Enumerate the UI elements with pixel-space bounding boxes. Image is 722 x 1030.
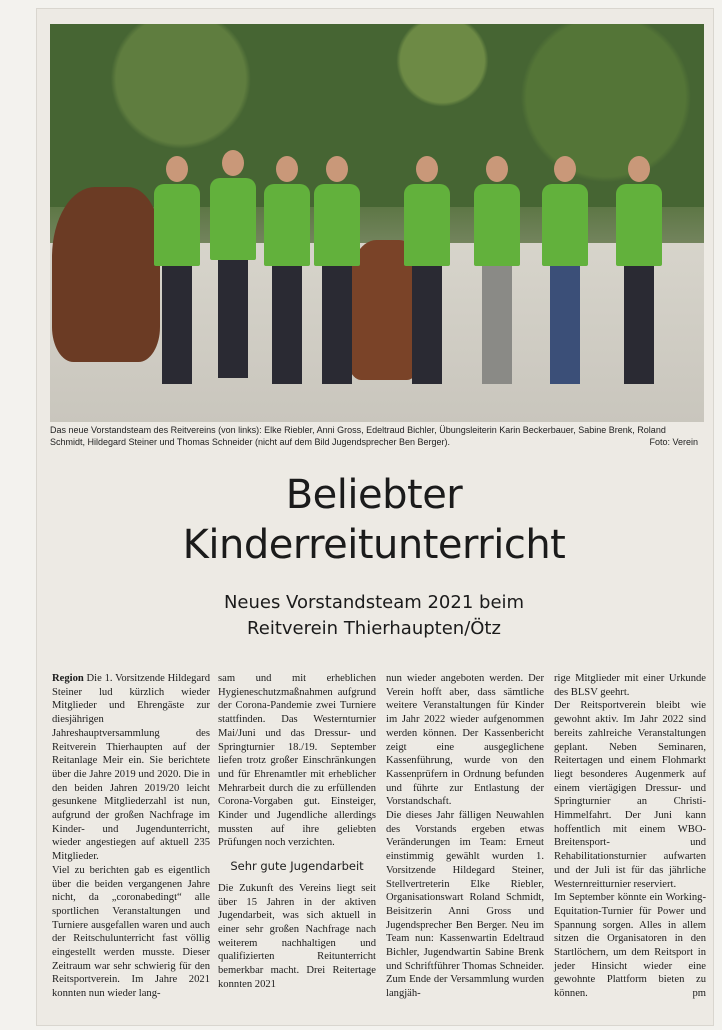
person-7 xyxy=(542,156,588,384)
team-photo xyxy=(50,24,704,422)
section-heading: Sehr gute Jugendarbeit xyxy=(230,859,364,874)
person-2 xyxy=(210,150,256,378)
headline-line-2: Kinderreitunterricht xyxy=(182,522,566,568)
paragraph: Die dieses Jahr fälligen Neuwahlen des Vorstands ergeben etwas Veränderungen im Team: Erneut einstimmig gewählt wurden 1. Vorsitzende Hildegard Steiner, Stellvertreterin Elke Riebler, Organisationswart Roland Schmidt, Beisitzerin Anni Gross und Jugendsprecher Ben Berger. Neu im Team nun: Kassenwartin Edeltraud Bichler, Jugendwartin Sabine Brenk und Schriftführer Thomas Schneider. Zum Ende der Versammlung wurden langjäh- xyxy=(386,810,544,1000)
caption-text: Das neue Vorstandsteam des Reitvereins (von links): Elke Riebler, Anni Gross, Edeltraud Bichler, Übungsleiterin Karin Beckerbauer, Sabine Brenk, Roland Schmidt, Hildegard Steiner und Thomas Schneider (nicht auf dem Bild Jugendsprecher Ben Berger). xyxy=(50,425,666,447)
hedge-background xyxy=(50,24,704,207)
person-4 xyxy=(314,156,360,384)
person-6 xyxy=(474,156,520,384)
author-initials: pm xyxy=(692,988,706,1000)
photo-caption xyxy=(50,424,702,448)
horse-left xyxy=(52,187,160,362)
paragraph: Der Reitsportverein bleibt wie gewohnt aktiv. Im Jahr 2022 sind bereits zahlreiche Veranstaltungen geplant. Neben Seminaren, Reitertagen und einem Flohmarkt liegt besonderes Augenmerk auf einem viertägigen Dressur- und Springturnier an Christi-Himmelfahrt. Der Juni kann hoffentlich mit einem WBO-Breitensport- und Rehabilitationsturnier aufwarten und der Juli ist für das jährliche Westernreitturnier reserviert. xyxy=(554,700,706,890)
article-column-1 xyxy=(52,672,210,1001)
photo-credit: Foto: Verein xyxy=(649,437,698,447)
headline xyxy=(40,470,708,570)
article-column-3 xyxy=(386,672,544,1001)
paragraph: Die Zukunft des Vereins liegt seit über 15 Jahren in der aktiven Jugendarbeit, was sich aktuell in einer sehr großen Nachfrage nach weiterem nachhaltigen und qualifizierten Reitunterricht bemerkbar macht. Drei Reitertage konnten 2021 xyxy=(218,882,376,990)
person-5 xyxy=(404,156,450,384)
paragraph: Viel zu berichten gab es eigentlich über die beiden vergangenen Jahre nicht, da „coronabedingt“ alle sportlichen Veranstaltungen und Turniere ausgefallen waren und auch der Reitschulunterricht fast völlig eingestellt werden musste. Dieser Zeitraum war sehr schwierig für den Reitsportverein. Im Jahre 2021 konnten nun wieder lang- xyxy=(52,864,210,1000)
paragraph: Region Die 1. Vorsitzende Hildegard Steiner lud kürzlich wieder Mitglieder und Ehrengäste zur diesjährigen Jahreshauptversammlung des Reitverein Thierhaupten auf der Reitanlage Meir ein. Sie berichtete über die Jahre 2019 und 2020. Die in den beiden Jahren 2019/20 leicht gesunkene Mitgliederzahl ist nun, aufgrund der großen Nachfrage im Kinder- und Jugendunterricht, wieder angestiegen auf aktuell 235 Mitglieder. xyxy=(52,673,210,863)
article-column-4 xyxy=(554,672,706,1001)
paragraph: rige Mitglieder mit einer Urkunde des BLSV geehrt. xyxy=(554,673,706,698)
subheadline xyxy=(40,590,708,642)
article-column-2 xyxy=(218,672,376,991)
subheadline-line-2: Reitverein Thierhaupten/Ötz xyxy=(247,618,501,639)
person-1 xyxy=(154,156,200,384)
paragraph: Im September könnte ein Working-Equitation-Turnier für Power und Spannung sorgen. Alles in allem sitzen die Organisatoren in den Startlöchern, um dem Reitsport in jeder Hinsicht wieder eine gewohnte Plattform bieten zu können. pm xyxy=(554,892,706,1000)
paragraph: sam und mit erheblichen Hygieneschutzmaßnahmen aufgrund der Corona-Pandemie zwei Turniere stattfinden. Das Westernturnier Mai/Juni und das Dressur- und Springturnier 18./19. September liefen trotz großer Einschränkungen und für Ehrenamtler mit erheblicher Mehrarbeit durch die zu erfüllenden Corona-Vorgaben gut. Einsteiger, Kinder und Jugendliche allerdings mussten auf ihre geliebten Prüfungen noch verzichten. xyxy=(218,673,376,849)
person-8 xyxy=(616,156,662,384)
headline-line-1: Beliebter xyxy=(285,472,463,518)
paragraph: nun wieder angeboten werden. Der Verein hofft aber, dass sämtliche weitere Veranstaltungen für Kinder im Jahr 2022 wieder aufgenommen werden können. Der Kassenbericht zeigt eine ausgeglichene Kassenführung, wurde von den Kassenprüfern in Ordnung befunden und führte zur Entlastung der Vorstandschaft. xyxy=(386,673,544,808)
dateline: Region xyxy=(52,673,84,684)
subheadline-line-1: Neues Vorstandsteam 2021 beim xyxy=(223,592,525,613)
person-3 xyxy=(264,156,310,384)
